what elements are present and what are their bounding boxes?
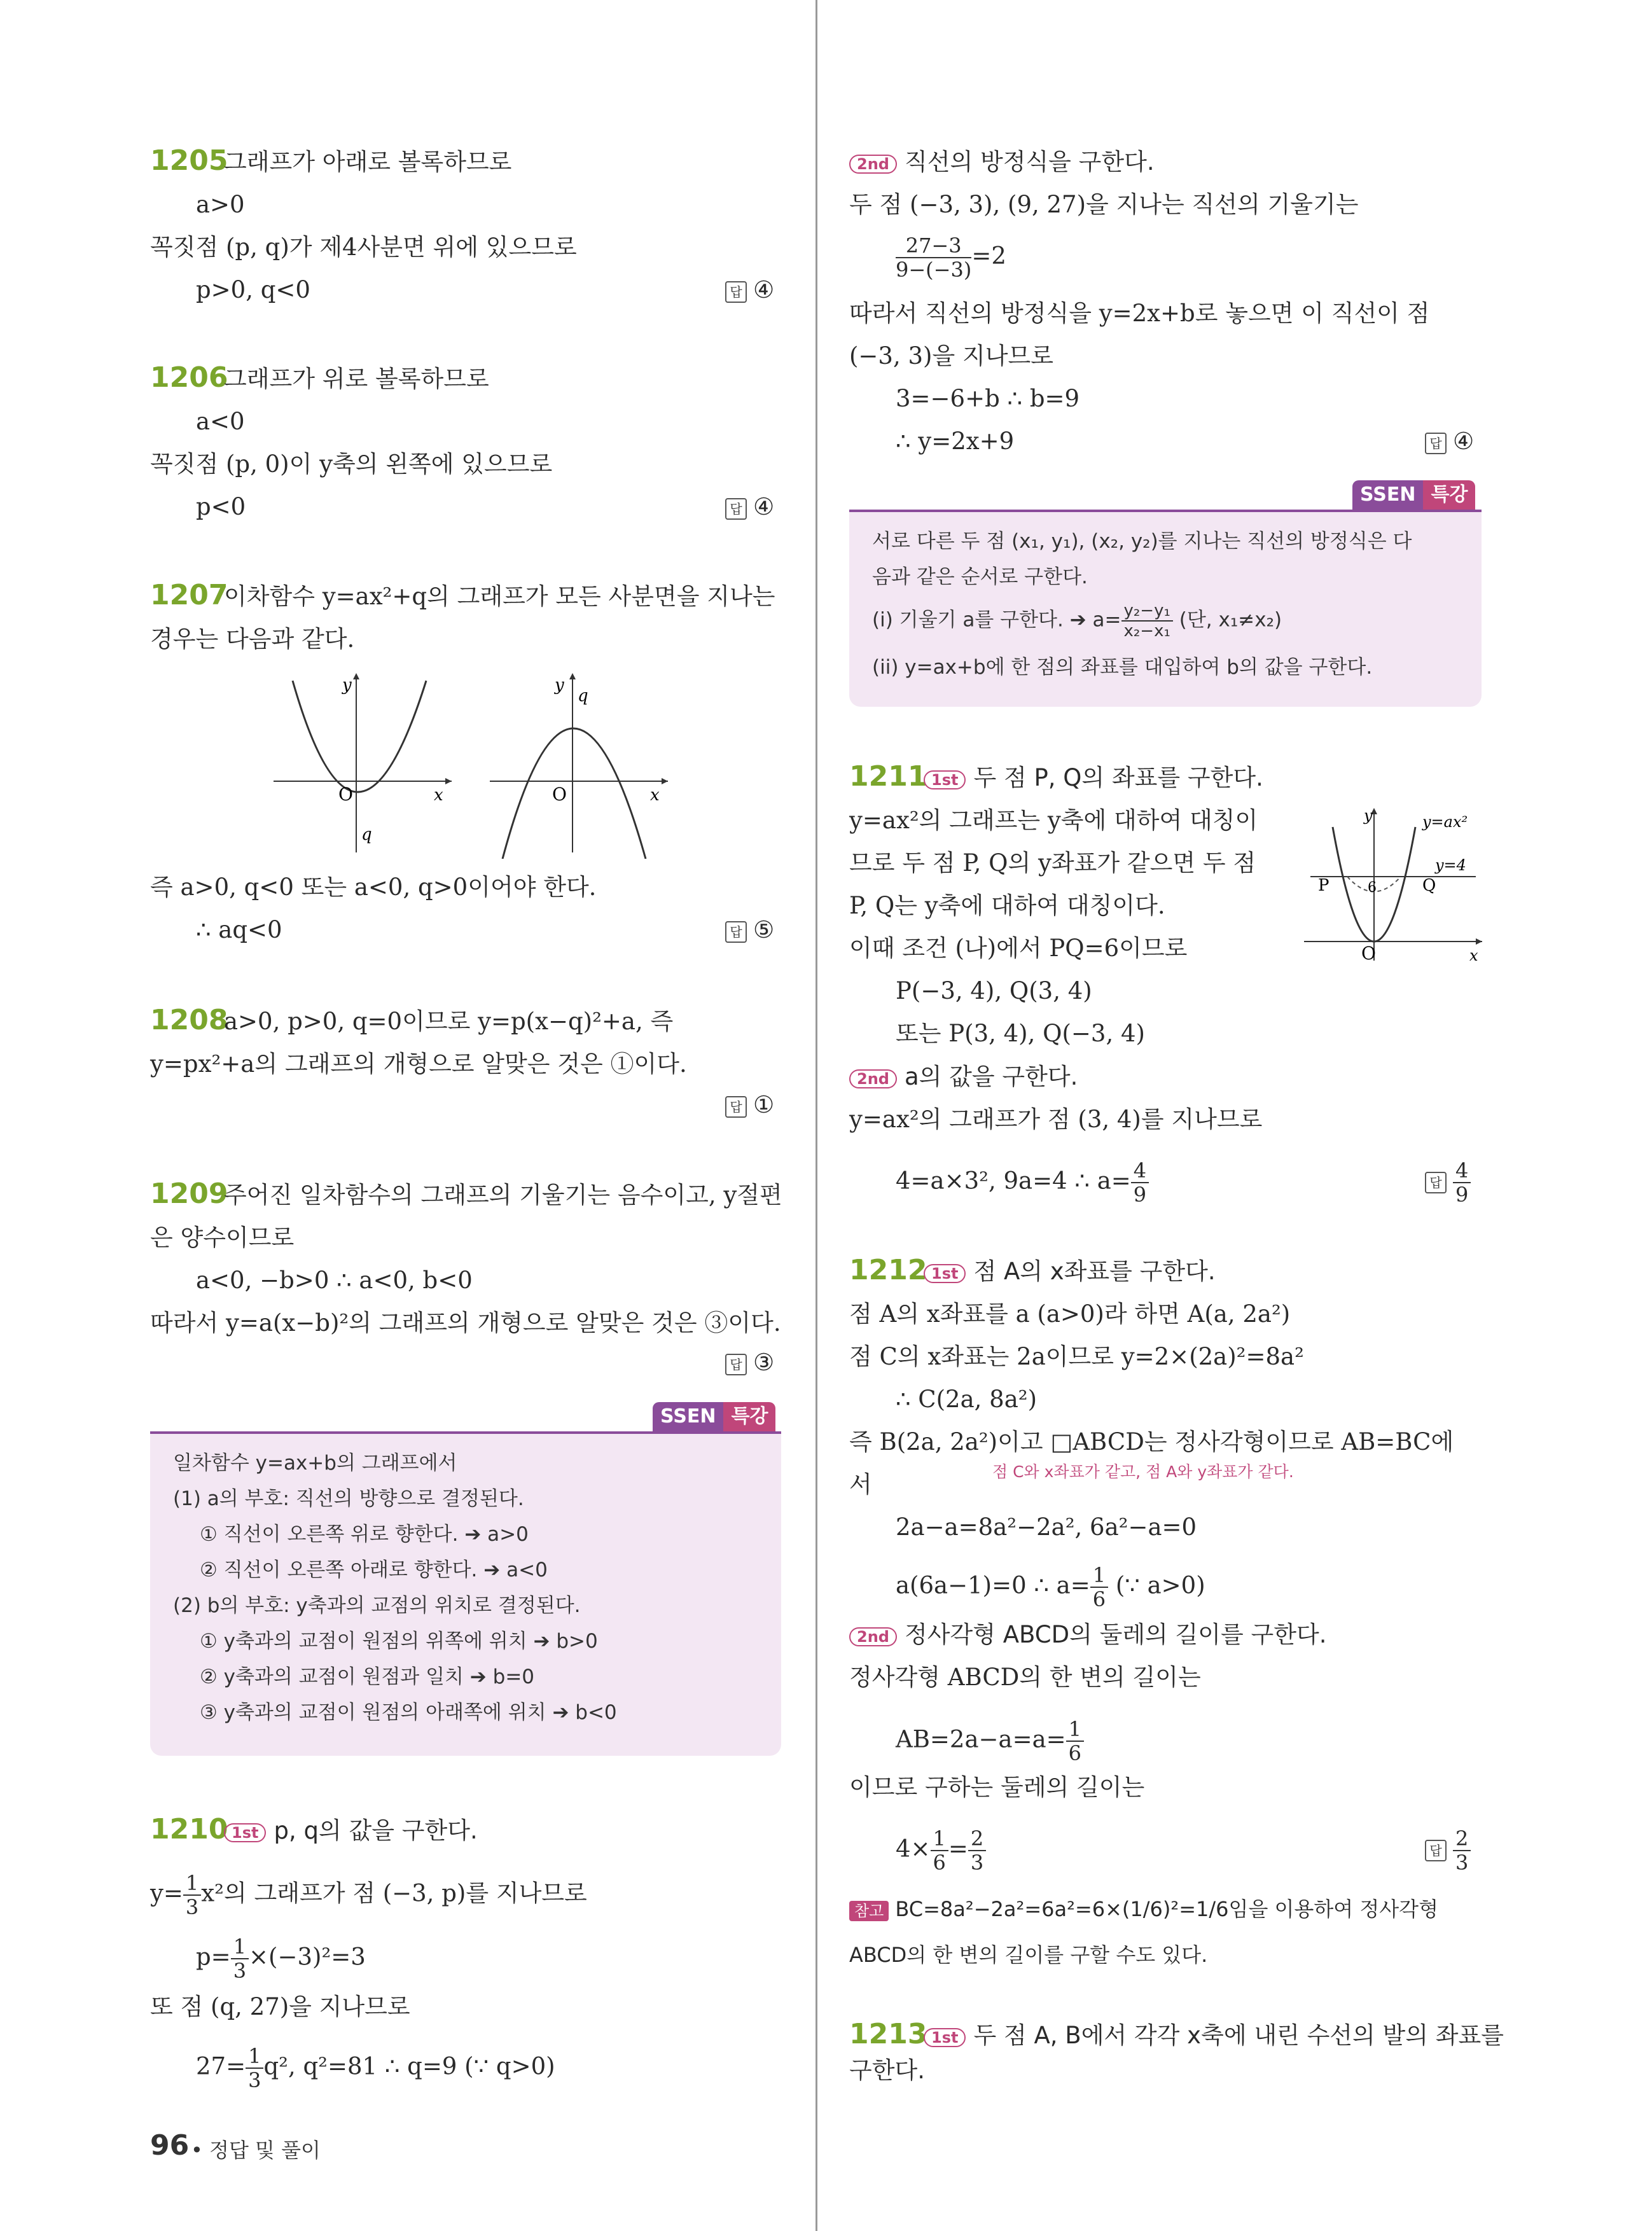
graph-parabola-pq — [1298, 802, 1489, 967]
fraction: $\frac{27-3}{9-(-3)}$ — [896, 233, 972, 282]
y-axis-label: y — [342, 676, 352, 695]
annotation-note: 점 C와 x좌표가 같고, 점 A와 y좌표가 같다. — [992, 1463, 1294, 1481]
y-axis-label: y — [555, 676, 564, 695]
text-line: 3=−6+b ∴ b=9 — [896, 385, 1080, 412]
text-line: ∴ y=2x+9 — [896, 427, 1015, 455]
text-line: 구한다. — [849, 2057, 925, 2084]
text-line: 2a−a=8a²−2a², 6a²−a=0 — [896, 1513, 1197, 1541]
step-badge: 1st — [924, 2028, 966, 2047]
text-line: a<0 — [196, 408, 245, 435]
math-line: p= $\frac{1}{3}$ ×(−3)²=3 — [196, 1935, 366, 1983]
box-line: ③ y축과의 교점이 원점의 아래쪽에 위치 ➔ b<0 — [200, 1701, 617, 1724]
ssen-tag — [653, 1402, 775, 1431]
text-line: a>0, p>0, q=0이므로 y=p(x−q)²+a, 즉 — [224, 1008, 674, 1035]
answer-value: ① — [753, 1091, 775, 1118]
text-line — [849, 1061, 1078, 1093]
text-line: 그래프가 위로 볼록하므로 — [224, 365, 489, 393]
answer — [725, 274, 774, 306]
text-line: p>0, q<0 — [196, 276, 310, 303]
step-text: 점 A의 x좌표를 구한다. — [973, 1258, 1216, 1285]
answer-value: $\frac{2}{3}$ — [1453, 1827, 1471, 1874]
distance-label: 6 — [1368, 880, 1377, 896]
ssen-tag-label: SSEN — [653, 1402, 723, 1431]
text-line: 경우는 다음과 같다. — [150, 625, 355, 653]
text-line: 또는 P(3, 4), Q(−3, 4) — [896, 1020, 1145, 1047]
box-line: (ii) y=ax+b에 한 점의 좌표를 대입하여 b의 값을 구한다. — [872, 656, 1373, 679]
text-line: 또 점 (q, 27)을 지나므로 — [150, 1993, 410, 2020]
math-line: 4× $\frac{1}{6}$ = $\frac{2}{3}$ — [896, 1827, 986, 1874]
answer — [725, 914, 774, 946]
answer-value: ③ — [753, 1349, 775, 1376]
fraction: $\frac{2}{3}$ — [968, 1827, 986, 1874]
text-line: 따라서 직선의 방정식을 y=2x+b로 놓으면 이 직선이 점 — [849, 300, 1430, 327]
graph-downward-parabola — [483, 668, 674, 859]
step-badge: 1st — [924, 1264, 966, 1283]
step-badge: 2nd — [849, 155, 897, 174]
fraction: $\frac{1}{3}$ — [183, 1872, 201, 1919]
column-divider — [816, 0, 817, 2231]
problem-number: 1206 — [150, 361, 228, 394]
text-line: P, Q는 y축에 대하여 대칭이다. — [849, 892, 1165, 919]
box-line: 음과 같은 순서로 구한다. — [872, 566, 1088, 588]
step-badge: 2nd — [849, 1069, 897, 1088]
text-line — [924, 2020, 1504, 2052]
math-line: y= $\frac{1}{3}$ x²의 그래프가 점 (−3, p)를 지나므로 — [150, 1871, 587, 1919]
text-line: 주어진 일차함수의 그래프의 기울기는 음수이고, y절편 — [224, 1181, 782, 1209]
text-line — [924, 1256, 1216, 1288]
step-badge: 1st — [224, 1823, 266, 1842]
q-label: q — [361, 825, 372, 844]
text-line: 은 양수이므로 — [150, 1224, 295, 1251]
box-line: ② y축과의 교점이 원점과 일치 ➔ b=0 — [200, 1665, 535, 1688]
answer-icon: 답 — [725, 1354, 747, 1375]
step-text: a의 값을 구한다. — [904, 1063, 1078, 1090]
math-line: 4=a×3², 9a=4 ∴ a= $\frac{4}{9}$ — [896, 1159, 1149, 1206]
text-line: ∴ C(2a, 8a²) — [896, 1386, 1038, 1413]
ssen-tag-label: 특강 — [723, 1402, 775, 1431]
point-p-label: P — [1318, 876, 1329, 895]
problem-number: 1210 — [150, 1813, 228, 1845]
fraction: $\frac{4}{9}$ — [1131, 1159, 1149, 1206]
problem-number: 1211 — [849, 760, 927, 793]
text-line — [224, 1815, 478, 1847]
text-line: P(−3, 4), Q(3, 4) — [896, 977, 1092, 1004]
answer — [1425, 1159, 1471, 1206]
point-q-label: Q — [1422, 876, 1436, 895]
ssen-tip-box — [150, 1431, 781, 1756]
box-line: ② 직선이 오른쪽 아래로 향한다. ➔ a<0 — [200, 1559, 548, 1581]
fraction: $\frac{1}{6}$ — [1090, 1564, 1108, 1611]
answer-icon: 답 — [1425, 433, 1447, 454]
x-axis-label: x — [1469, 947, 1478, 964]
step-text: 정사각형 ABCD의 둘레의 길이를 구한다. — [904, 1621, 1327, 1648]
text-line: 두 점 (−3, 3), (9, 27)을 지나는 직선의 기울기는 — [849, 191, 1359, 218]
text-line — [849, 1619, 1327, 1651]
math-line: 27= $\frac{1}{3}$ q², q²=81 ∴ q=9 (∵ q>0) — [196, 2044, 555, 2092]
box-line: 서로 다른 두 점 (x₁, y₁), (x₂, y₂)를 지나는 직선의 방정식은 다 — [872, 530, 1412, 553]
problem-number: 1207 — [150, 579, 228, 611]
text-line: 이차함수 y=ax²+q의 그래프가 모든 사분면을 지나는 — [224, 583, 775, 610]
step-text: p, q의 값을 구한다. — [274, 1817, 478, 1844]
problem-number: 1205 — [150, 144, 228, 177]
text-line — [849, 146, 1155, 178]
section-label: • 정답 및 풀이 — [191, 2138, 321, 2162]
fraction: $\frac{1}{6}$ — [931, 1827, 948, 1874]
x-axis-label: x — [650, 786, 660, 805]
ssen-tip-box — [849, 510, 1482, 707]
page-number: 96 — [150, 2129, 190, 2162]
text-line: a>0 — [196, 191, 245, 218]
text-line: 점 C의 x좌표는 2a이므로 y=2×(2a)²=8a² — [849, 1343, 1304, 1370]
text-line: 므로 두 점 P, Q의 y좌표가 같으면 두 점 — [849, 849, 1256, 877]
y-axis-label: y — [1364, 807, 1373, 824]
text-line: 이므로 구하는 둘레의 길이는 — [849, 1774, 1145, 1801]
origin-label: O — [338, 784, 353, 805]
box-line: (i) 기울기 a를 구한다. ➔ a= $\frac{\text{y₂−y₁}}{\text{x₂−x₁}}$ (단, x₁≠x₂) — [872, 601, 1282, 641]
answer-icon: 답 — [725, 1096, 747, 1118]
text-line: 즉 a>0, q<0 또는 a<0, q>0이어야 한다. — [150, 873, 597, 901]
box-line: 일차함수 y=ax+b의 그래프에서 — [173, 1452, 457, 1475]
step-badge: 1st — [924, 770, 966, 789]
ssen-tag — [1352, 480, 1475, 510]
text-line: 정사각형 ABCD의 한 변의 길이는 — [849, 1664, 1201, 1691]
text-line: a<0, −b>0 ∴ a<0, b<0 — [196, 1267, 473, 1294]
text-line: y=px²+a의 그래프의 개형으로 알맞은 것은 ①이다. — [150, 1050, 687, 1078]
answer-icon: 답 — [725, 498, 747, 520]
fraction: $\frac{1}{3}$ — [231, 1935, 249, 1982]
problem-number: 1212 — [849, 1254, 927, 1286]
text-line: 꼭짓점 (p, q)가 제4사분면 위에 있으므로 — [150, 233, 577, 261]
box-line: ① y축과의 교점이 원점의 위쪽에 위치 ➔ b>0 — [200, 1630, 598, 1653]
answer-value: ④ — [753, 276, 775, 303]
ssen-tag-label: SSEN — [1352, 480, 1423, 510]
fraction: $\frac{1}{3}$ — [246, 2045, 263, 2092]
answer — [725, 491, 774, 523]
curve-label: y=ax² — [1422, 813, 1468, 831]
box-line: (2) b의 부호: y축과의 교점의 위치로 결정된다. — [173, 1594, 581, 1617]
text-line: 점 A의 x좌표를 a (a>0)라 하면 A(a, 2a²) — [849, 1300, 1291, 1328]
text-line: 서 — [849, 1471, 872, 1498]
answer — [1425, 426, 1474, 457]
answer-icon: 답 — [1425, 1840, 1447, 1861]
text-line — [924, 762, 1263, 794]
text-line: 따라서 y=a(x−b)²의 그래프의 개형으로 알맞은 것은 ③이다. — [150, 1309, 781, 1337]
step-text: 두 점 P, Q의 좌표를 구한다. — [973, 764, 1263, 791]
math-line: $\frac{27-3}{9-(-3)}$ =2 — [896, 233, 1006, 282]
origin-label: O — [1361, 943, 1376, 964]
text-line: 꼭짓점 (p, 0)이 y축의 왼쪽에 있으므로 — [150, 450, 553, 478]
answer-value: ④ — [1453, 427, 1475, 455]
reference-tag: 참고 — [849, 1901, 889, 1921]
text-line: y=ax²의 그래프가 점 (3, 4)를 지나므로 — [849, 1106, 1263, 1133]
answer-value: $\frac{4}{9}$ — [1453, 1159, 1471, 1206]
x-axis-label: x — [434, 786, 443, 805]
answer-value: ④ — [753, 493, 775, 520]
answer-value: ⑤ — [753, 916, 775, 943]
reference-line — [849, 1893, 1438, 1927]
math-line: AB=2a−a=a= $\frac{1}{6}$ — [896, 1718, 1084, 1765]
answer — [725, 1347, 774, 1379]
step-badge: 2nd — [849, 1627, 897, 1646]
text-line: (−3, 3)을 지나므로 — [849, 342, 1053, 370]
answer — [1425, 1827, 1471, 1874]
problem-number: 1208 — [150, 1004, 228, 1036]
text-line: 이때 조건 (나)에서 PQ=6이므로 — [849, 935, 1188, 962]
line-label: y=4 — [1435, 856, 1466, 874]
text-line: 그래프가 아래로 볼록하므로 — [224, 148, 512, 176]
problem-number: 1209 — [150, 1178, 228, 1210]
ssen-tag-label: 특강 — [1423, 480, 1475, 510]
answer-icon: 답 — [725, 921, 747, 943]
fraction: $\frac{\text{y₂−y₁}}{\text{x₂−x₁}}$ — [1121, 601, 1173, 641]
answer-icon: 답 — [725, 281, 747, 303]
q-label: q — [578, 686, 588, 705]
reference-text: BC=8a²−2a²=6a²=6×(1/6)²=1/6임을 이용하여 정사각형 — [895, 1897, 1438, 1921]
math-line: a(6a−1)=0 ∴ a= $\frac{1}{6}$ (∵ a>0) — [896, 1563, 1205, 1611]
answer-icon: 답 — [1425, 1172, 1447, 1193]
problem-number: 1213 — [849, 2018, 927, 2050]
text-line: ∴ aq<0 — [196, 916, 282, 943]
reference-text: ABCD의 한 변의 길이를 구할 수도 있다. — [849, 1943, 1208, 1967]
text-line: 즉 B(2a, 2a²)이고 □ABCD는 정사각형이므로 AB=BC에 — [849, 1428, 1454, 1456]
text-line: p<0 — [196, 493, 246, 520]
step-text: 두 점 A, B에서 각각 x축에 내린 수선의 발의 좌표를 — [973, 2022, 1504, 2049]
box-line: (1) a의 부호: 직선의 방향으로 결정된다. — [173, 1487, 524, 1510]
graph-upward-parabola — [267, 668, 458, 859]
fraction: $\frac{1}{6}$ — [1066, 1718, 1084, 1765]
answer — [725, 1089, 774, 1121]
origin-label: O — [552, 784, 567, 805]
box-line: ① 직선이 오른쪽 위로 향한다. ➔ a>0 — [200, 1523, 529, 1546]
text-line: y=ax²의 그래프는 y축에 대하여 대칭이 — [849, 807, 1258, 834]
step-text: 직선의 방정식을 구한다. — [904, 148, 1155, 176]
